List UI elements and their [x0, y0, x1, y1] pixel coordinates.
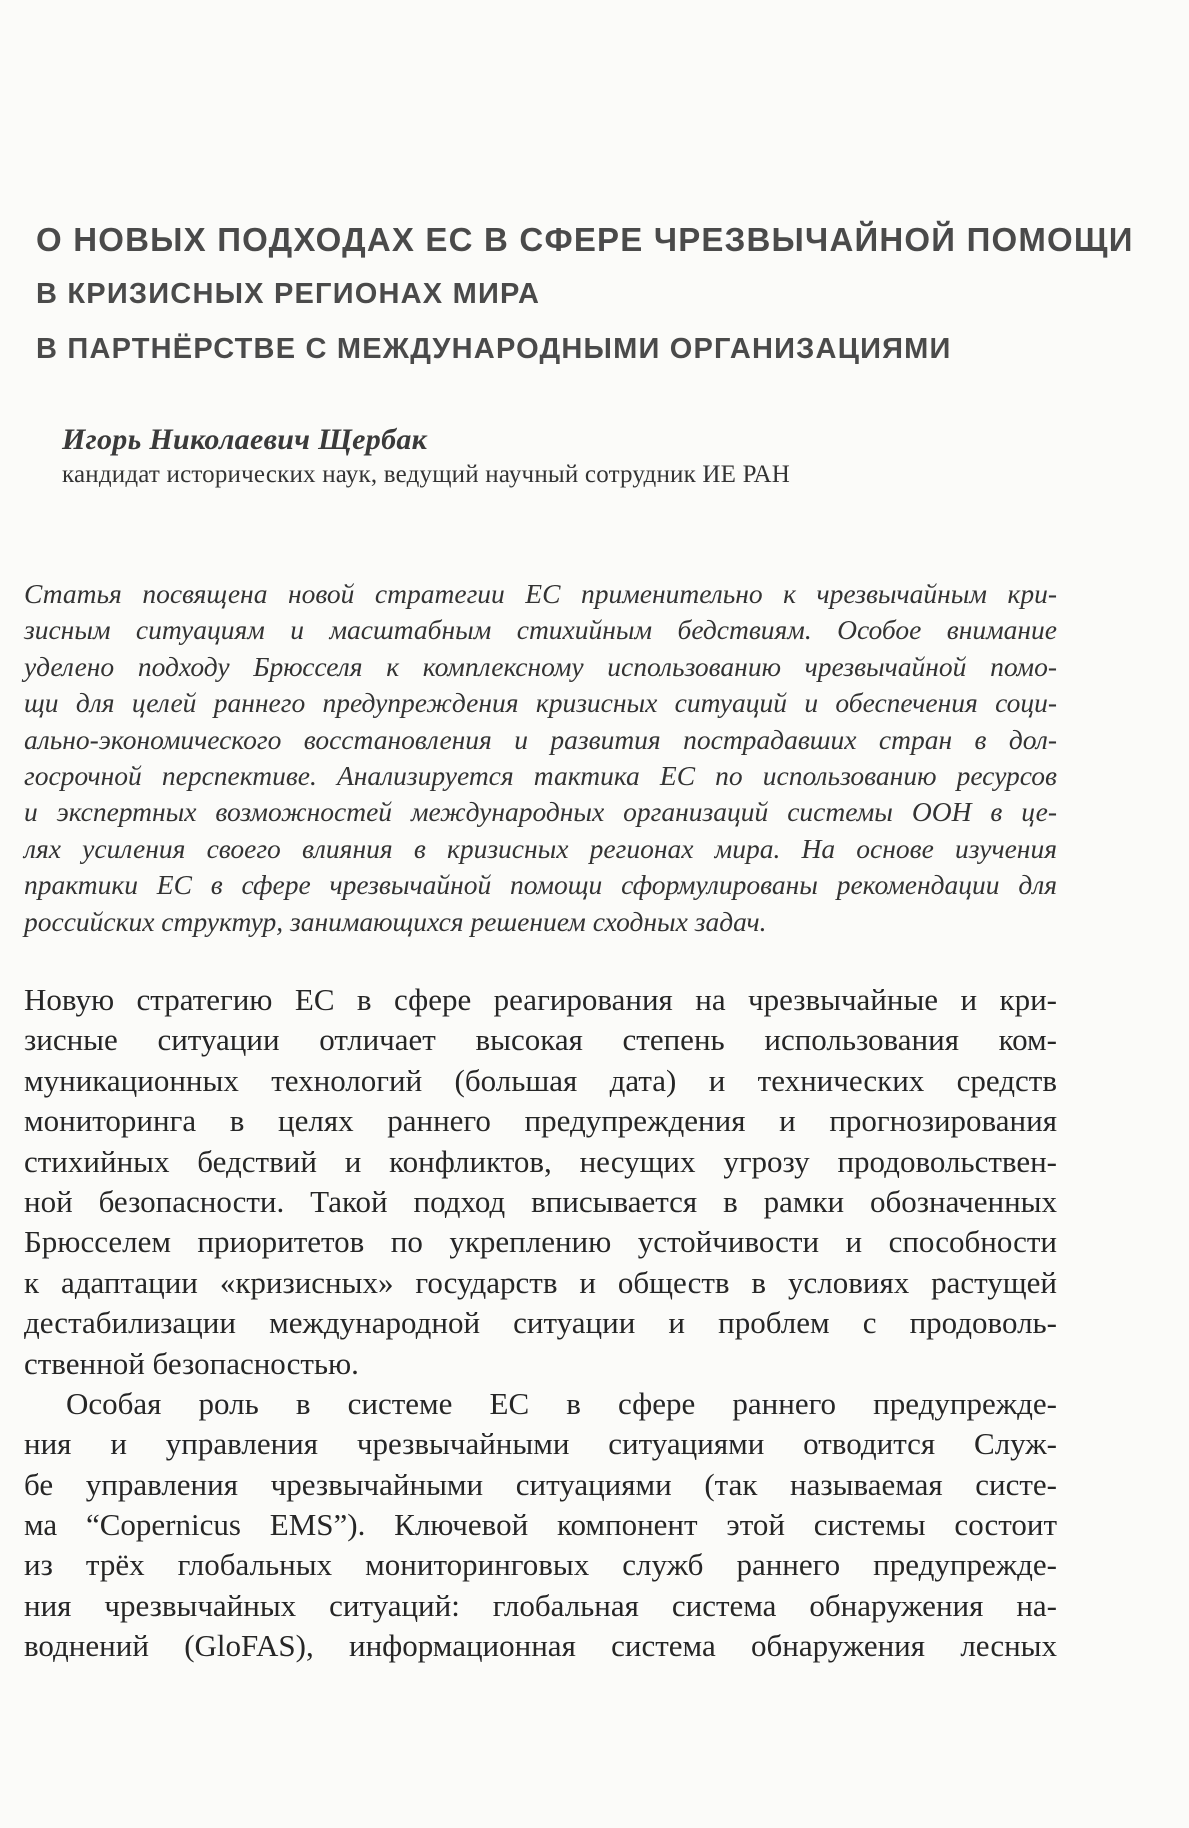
body-line: воднений (GloFAS), информационная система обнаружения лесных: [24, 1628, 1057, 1664]
abstract-line: уделено подходу Брюсселя к комплексному использованию чрезвычайной помо-: [24, 650, 1057, 682]
abstract-line: и экспертных возможностей международных организаций системы ООН в це-: [24, 796, 1057, 828]
abstract-line: госрочной перспективе. Анализируется тактика ЕС по использованию ресурсов: [24, 759, 1057, 791]
body-line: мониторинга в целях раннего предупреждения и прогнозирования: [24, 1103, 1057, 1139]
body-line: зисные ситуации отличает высокая степень использования ком-: [24, 1022, 1057, 1058]
body-line: Брюсселем приоритетов по укреплению устойчивости и способности: [24, 1224, 1057, 1260]
abstract-line: практики ЕС в сфере чрезвычайной помощи сформулированы рекомендации для: [24, 869, 1057, 901]
abstract-line: ально-экономического восстановления и развития пострадавших стран в дол-: [24, 723, 1057, 755]
body-line: муникационных технологий (большая дата) и технических средств: [24, 1062, 1057, 1098]
author-block: [62, 422, 1122, 492]
title-line: В ПАРТНЁРСТВЕ С МЕЖДУНАРОДНЫМИ ОРГАНИЗАЦИЯМИ: [36, 333, 952, 365]
body-line: ния чрезвычайных ситуаций: глобальная система обнаружения на-: [24, 1587, 1057, 1623]
author-affiliation: кандидат исторических наук, ведущий научный сотрудник ИЕ РАН: [62, 461, 790, 488]
abstract: [24, 576, 1057, 940]
body-line: ной безопасности. Такой подход вписывается в рамки обозначенных: [24, 1183, 1057, 1219]
article-title: [36, 212, 1136, 377]
body-line: к адаптации «кризисных» государств и обществ в условиях растущей: [24, 1264, 1057, 1300]
abstract-line: зисным ситуациям и масштабным стихийным бедствиям. Особое внимание: [24, 614, 1057, 646]
body-line: из трёх глобальных мониторинговых служб раннего предупрежде-: [24, 1547, 1057, 1583]
body-line: стихийных бедствий и конфликтов, несущих угрозу продовольствен-: [24, 1143, 1057, 1179]
body-line: дестабилизации международной ситуации и проблем с продоволь-: [24, 1305, 1057, 1341]
abstract-line: российских структур, занимающихся решением сходных задач.: [24, 905, 767, 937]
abstract-line: щи для целей раннего предупреждения кризисных ситуаций и обеспечения соци-: [24, 687, 1057, 719]
body-line: Новую стратегию ЕС в сфере реагирования на чрезвычайные и кри-: [24, 982, 1057, 1017]
abstract-line: Статья посвящена новой стратегии ЕС применительно к чрезвычайным кри-: [24, 578, 1057, 609]
title-line: В КРИЗИСНЫХ РЕГИОНАХ МИРА: [36, 278, 541, 310]
body-line: Особая роль в системе ЕС в сфере раннего предупрежде-: [66, 1385, 1057, 1421]
title-line: О НОВЫХ ПОДХОДАХ ЕС В СФЕРЕ ЧРЕЗВЫЧАЙНОЙ ПОМОЩИ: [36, 221, 1134, 258]
author-name: Игорь Николаевич Щербак: [62, 423, 428, 456]
body-line: ма “Copernicus EMS”). Ключевой компонент этой системы состоит: [24, 1507, 1057, 1543]
body-line: ственной безопасностью.: [24, 1345, 359, 1381]
body-line: бе управления чрезвычайными ситуациями (так называемая систе-: [24, 1466, 1057, 1502]
abstract-line: лях усиления своего влияния в кризисных регионах мира. На основе изучения: [24, 832, 1057, 864]
body-text: [24, 980, 1057, 1667]
body-line: ния и управления чрезвычайными ситуациями отводится Служ-: [24, 1426, 1057, 1462]
